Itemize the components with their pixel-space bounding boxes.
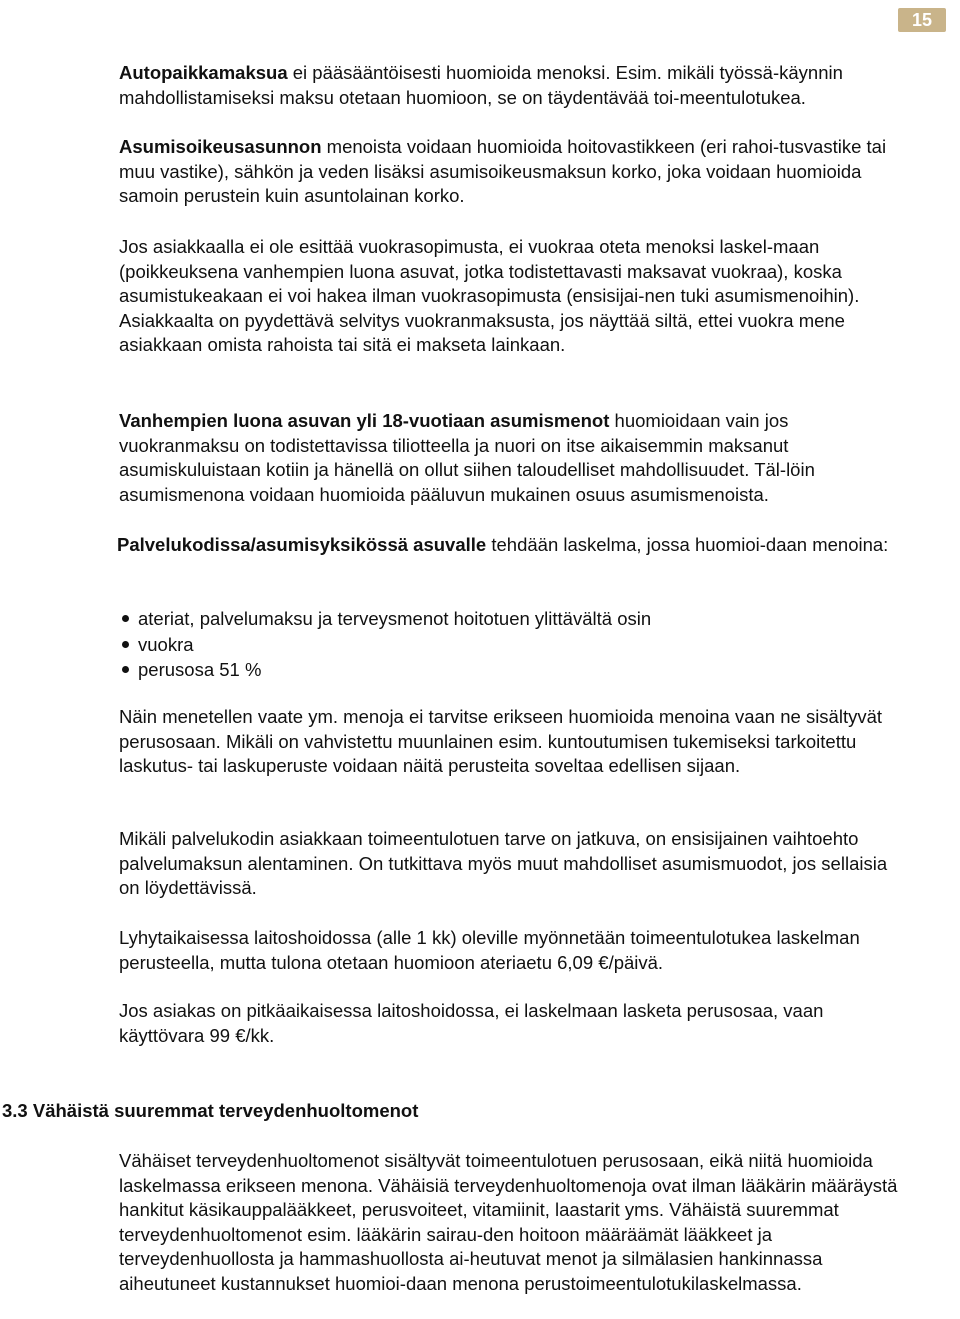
list-item: perusosa 51 % (119, 657, 651, 683)
list-item: vuokra (119, 632, 651, 658)
paragraph-right-of-occupancy (119, 135, 909, 209)
paragraph-health-expenses (119, 1149, 909, 1296)
paragraph-text: tehdään laskelma, jossa huomioi-daan menoina: (486, 534, 889, 555)
term-parking-fee: Autopaikkamaksua (119, 62, 288, 83)
paragraph-short-term-care (119, 926, 909, 975)
page-number-badge: 15 (898, 8, 946, 32)
term-right-of-occupancy: Asumisoikeusasunnon (119, 136, 322, 157)
paragraph-living-with-parents (119, 409, 909, 507)
paragraph-clothing-expenses (119, 705, 909, 779)
paragraph-text: Vähäiset terveydenhuoltomenot sisältyvät toimeentulotuen perusosaan, eikä niitä huomioida laskelmassa erikseen menona. Vähäisiä terveydenhuoltomenoja ovat ilman lääkärin määräystä hankitut käsikauppalääkkeet, perusvoiteet, vitamiinit, laastarit yms. Vähäistä suuremmat terveydenhuoltomenot esim. lääkärin sairau-den hoitoon määräämät lääkkeet ja terveydenhuollosta ja hammashuollosta ai-heutuvat menot ja silmälasien hankinnassa aiheutuneet kustannukset huomioi-daan menona perustoimeentulotukilaskelmassa. (119, 1150, 898, 1294)
paragraph-text: huomioidaan vain jos vuokranmaksu on todistettavissa tiliotteella ja nuori on itse aikaisemmin maksanut asumiskuluistaan kotiin ja hänellä on ollut siihen taloudelliset mahdollisuudet. Täl-löin asumismenona voidaan huomioida pääluvun mukainen osuus asumismenoista. (119, 410, 815, 505)
paragraph-text: Mikäli palvelukodin asiakkaan toimeentulotuen tarve on jatkuva, on ensisijainen vaihtoehto palvelumaksun alentaminen. On tutkittava myös muut mahdolliset asumismuodot, jos sellaisia on löydettävissä. (119, 828, 888, 898)
paragraph-long-term-care (119, 999, 909, 1048)
term-service-home: Palvelukodissa/asumisyksikössä asuvalle (117, 534, 487, 555)
bullet-icon (122, 615, 129, 622)
paragraph-text: Näin menetellen vaate ym. menoja ei tarvitse erikseen huomioida menoina vaan ne sisältyvät perusosaan. Mikäli on vahvistettu muunlainen esim. kuntoutumisen tukemiseksi tarkoitettu laskutus- tai laskuperuste voidaan näitä perusteita soveltaa edellisen sijaan. (119, 706, 883, 776)
paragraph-continuous-need (119, 827, 909, 901)
list-item: ateriat, palvelumaksu ja terveysmenot hoitotuen ylittävältä osin (119, 606, 651, 632)
bullet-icon (122, 666, 129, 673)
paragraph-service-home (117, 533, 907, 558)
paragraph-text: ei pääsääntöisesti huomioida menoksi. Esim. mikäli työssä-käynnin mahdollistamiseksi maksu otetaan huomioon, se on täydentävää toi-meentulotukea. (119, 62, 843, 108)
section-heading: 3.3 Vähäistä suuremmat terveydenhuoltomenot (2, 1100, 419, 1121)
paragraph-parking-fee (119, 61, 909, 110)
paragraph-text: Lyhytaikaisessa laitoshoidossa (alle 1 kk) oleville myönnetään toimeentulotukea laskelman perusteella, mutta tulona otetaan huomioon ateriaetu 6,09 €/päivä. (119, 927, 860, 973)
paragraph-rental-agreement (119, 235, 909, 358)
paragraph-text: Jos asiakas on pitkäaikaisessa laitoshoidossa, ei laskelmaan lasketa perusosaa, vaan käyttövara 99 €/kk. (119, 1000, 824, 1046)
term-living-with-parents: Vanhempien luona asuvan yli 18-vuotiaan asumismenot (119, 410, 610, 431)
paragraph-text: menoista voidaan huomioida hoitovastikkeen (eri rahoi-tusvastike tai muu vastike), sähkön ja veden lisäksi asumisoikeusmaksun korko, joka voidaan huomioida samoin perustein kuin asuntolainan korko. (119, 136, 887, 206)
bullet-icon (122, 641, 129, 648)
expense-list (119, 606, 651, 683)
paragraph-text: Jos asiakkaalla ei ole esittää vuokrasopimusta, ei vuokraa oteta menoksi laskel-maan (poikkeuksena vanhempien luona asuvat, jotka todistettavasti maksavat vuokraa), koska asumistukeakaan ei voi hakea ilman vuokrasopimusta (ensisijai-nen tuki asumismenoihin). Asiakkaalta on pyydettävä selvitys vuokranmaksusta, jos näyttää siltä, ettei vuokra mene asiakkaan omista rahoista tai sitä ei makseta lainkaan. (119, 236, 860, 355)
